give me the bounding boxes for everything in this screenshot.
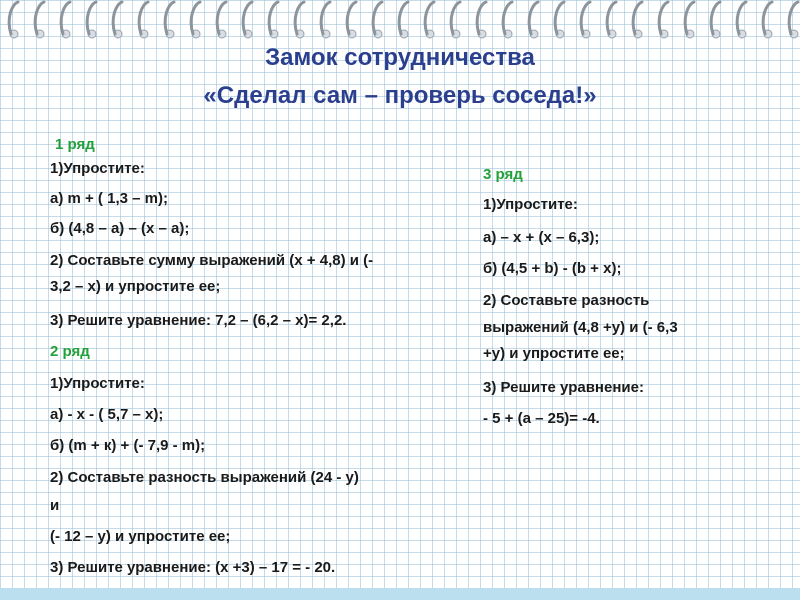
row1-label: 1 ряд bbox=[55, 136, 95, 153]
binding-ring bbox=[321, 2, 330, 34]
binding-ring bbox=[399, 2, 408, 34]
binding-ring bbox=[191, 2, 200, 34]
binding-ring bbox=[737, 2, 746, 34]
binding-ring bbox=[477, 2, 486, 34]
binding-ring bbox=[451, 2, 460, 34]
row3-item: +у) и упростите ее; bbox=[483, 345, 625, 362]
binding-ring bbox=[165, 2, 174, 34]
binding-ring bbox=[581, 2, 590, 34]
row3-label: 3 ряд bbox=[483, 166, 523, 183]
binding-ring bbox=[113, 2, 122, 34]
page-subtitle: «Сделал сам – проверь соседа!» bbox=[203, 82, 597, 109]
binding-ring bbox=[347, 2, 356, 34]
binding-ring bbox=[139, 2, 148, 34]
binding-ring bbox=[633, 2, 642, 34]
notebook-spiral-binding bbox=[0, 0, 800, 46]
binding-ring bbox=[269, 2, 278, 34]
row2-item: 3) Решите уравнение: (х +3) – 17 = - 20. bbox=[50, 559, 336, 576]
row2-item: б) (m + к) + (- 7,9 - m); bbox=[50, 437, 206, 454]
binding-ring bbox=[217, 2, 226, 34]
row3-item: 1)Упростите: bbox=[483, 196, 578, 213]
binding-ring bbox=[61, 2, 70, 34]
binding-ring bbox=[763, 2, 772, 34]
row1-item: 3) Решите уравнение: 7,2 – (6,2 – х)= 2,2. bbox=[50, 312, 347, 329]
row3-item: выражений (4,8 +у) и (- 6,3 bbox=[483, 319, 678, 336]
row1-item: б) (4,8 – a) – (x – a); bbox=[50, 220, 190, 237]
row3-item: 2) Составьте разность bbox=[483, 292, 650, 309]
binding-ring bbox=[9, 2, 18, 34]
binding-ring bbox=[659, 2, 668, 34]
page-title: Замок сотрудничества bbox=[265, 44, 535, 71]
row2-item: 2) Составьте разность выражений (24 - у) bbox=[50, 469, 359, 486]
binding-ring bbox=[503, 2, 512, 34]
binding-ring bbox=[295, 2, 304, 34]
binding-ring bbox=[529, 2, 538, 34]
row2-item: 1)Упростите: bbox=[50, 375, 145, 392]
row2-item: (- 12 – у) и упростите ее; bbox=[50, 528, 231, 545]
binding-ring bbox=[35, 2, 44, 34]
binding-ring bbox=[607, 2, 616, 34]
row2-label: 2 ряд bbox=[50, 343, 90, 360]
binding-ring bbox=[425, 2, 434, 34]
row3-item: а) – х + (х – 6,3); bbox=[483, 229, 600, 246]
binding-ring bbox=[685, 2, 694, 34]
binding-ring bbox=[711, 2, 720, 34]
row1-item: 2) Составьте сумму выражений (х + 4,8) и (- bbox=[50, 252, 374, 269]
binding-ring bbox=[87, 2, 96, 34]
row1-item: а) m + ( 1,3 – m); bbox=[50, 190, 168, 207]
row3-item: б) (4,5 + b) - (b + x); bbox=[483, 260, 622, 277]
binding-ring bbox=[555, 2, 564, 34]
bottom-border-band bbox=[0, 588, 800, 600]
row1-item: 3,2 – х) и упростите ее; bbox=[50, 278, 221, 295]
binding-ring bbox=[789, 2, 798, 34]
row3-item: - 5 + (а – 25)= -4. bbox=[483, 410, 600, 427]
binding-ring bbox=[243, 2, 252, 34]
binding-ring bbox=[373, 2, 382, 34]
row3-item: 3) Решите уравнение: bbox=[483, 379, 644, 396]
row2-item: а) - х - ( 5,7 – х); bbox=[50, 406, 164, 423]
row2-item: и bbox=[50, 497, 60, 514]
row1-item: 1)Упростите: bbox=[50, 160, 145, 177]
